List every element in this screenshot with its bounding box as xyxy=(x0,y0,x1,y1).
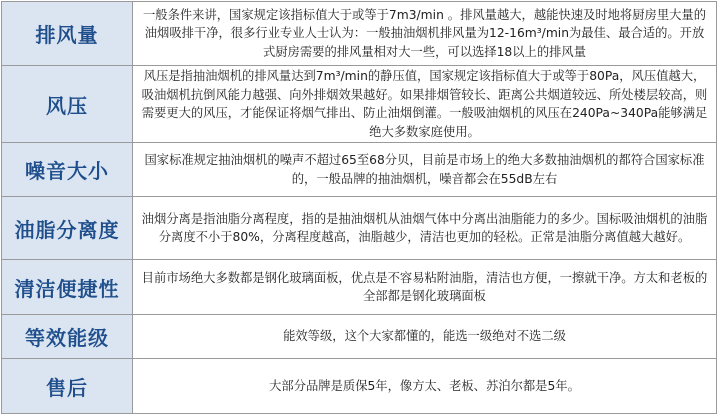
range-hood-spec-table xyxy=(1,1,717,414)
row-header-efficiency-grade: 等效能级 xyxy=(2,315,133,359)
row-header-after-sales: 售后 xyxy=(2,359,133,414)
table-row xyxy=(2,143,717,197)
row-header-wind-pressure: 风压 xyxy=(2,66,133,143)
row-header-noise-level: 噪音大小 xyxy=(2,143,133,197)
row-description-efficiency-grade: 能效等级，这个大家都懂的，能选一级绝对不选二级 xyxy=(133,315,717,359)
row-description-noise-level: 国家标准规定抽油烟机的噪声不超过65至68分贝，目前是市场上的绝大多数抽油烟机的都符合国家标准的，一般品牌的抽油烟机，噪音都会在55dB左右 xyxy=(133,143,717,197)
row-description-grease-separation: 油烟分离是指油脂分离程度，指的是抽油烟机从油烟气体中分离出油脂能力的多少。国标吸油烟机的油脂分离度不小于80%，分离程度越高，油脂越少，清洁也更加的轻松。正常是油脂分离值越大越好。 xyxy=(133,197,717,260)
table-row xyxy=(2,260,717,315)
row-header-exhaust-volume: 排风量 xyxy=(2,2,133,66)
row-description-cleaning-convenience: 目前市场绝大多数都是钢化玻璃面板，优点是不容易粘附油脂，清洁也方便，一擦就干净。方太和老板的全部都是钢化玻璃面板 xyxy=(133,260,717,315)
table-row xyxy=(2,197,717,260)
table-row xyxy=(2,2,717,66)
row-description-exhaust-volume: 一般条件来讲，国家规定该指标值大于或等于7m3/min 。排风量越大，越能快速及时地将厨房里大量的油烟吸排干净，很多行业专业人士认为：一般抽油烟机排风量为12-16m³/min为最佳、最合适的。开放式厨房需要的排风量相对大一些，可以选择18以上的排风量 xyxy=(133,2,717,66)
row-header-grease-separation: 油脂分离度 xyxy=(2,197,133,260)
table-row xyxy=(2,66,717,143)
row-header-cleaning-convenience: 清洁便捷性 xyxy=(2,260,133,315)
table-row xyxy=(2,315,717,359)
table-row xyxy=(2,359,717,414)
row-description-after-sales: 大部分品牌是质保5年，像方太、老板、苏泊尔都是5年。 xyxy=(133,359,717,414)
row-description-wind-pressure: 风压是指抽油烟机的排风量达到7m³/min的静压值，国家规定该指标值大于或等于80Pa，风压值越大，吸油烟机抗倒风能力越强、向外排烟效果越好。如果排烟管较长、距离公共烟道较远、所处楼层较高，则需要更大的风压，才能保证将烟气排出、防止油烟倒灌。一般吸油烟机的风压在240Pa~340Pa能够满足绝大多数家庭使用。 xyxy=(133,66,717,143)
